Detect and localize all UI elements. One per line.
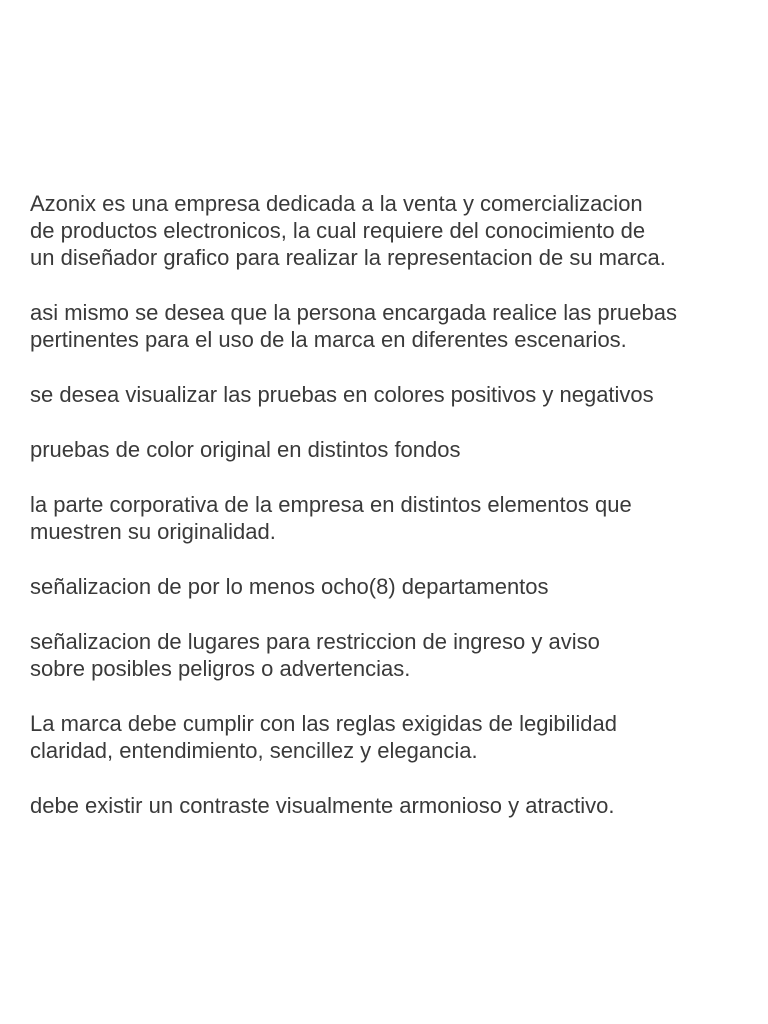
text-line: debe existir un contraste visualmente armonioso y atractivo. <box>30 793 615 818</box>
text-line: pruebas de color original en distintos fondos <box>30 437 461 462</box>
text-line: asi mismo se desea que la persona encargada realice las pruebas <box>30 300 677 325</box>
text-line: pertinentes para el uso de la marca en diferentes escenarios. <box>30 327 627 352</box>
paragraph-tests <box>30 299 760 353</box>
paragraph-rules <box>30 710 760 764</box>
text-line: Azonix es una empresa dedicada a la venta y comercializacion <box>30 191 643 216</box>
text-line: sobre posibles peligros o advertencias. <box>30 656 411 681</box>
text-line: señalizacion de lugares para restriccion de ingreso y aviso <box>30 629 600 654</box>
text-line: de productos electronicos, la cual requiere del conocimiento de <box>30 218 646 243</box>
text-line: La marca debe cumplir con las reglas exigidas de legibilidad <box>30 711 617 736</box>
text-line: un diseñador grafico para realizar la representacion de su marca. <box>30 245 666 270</box>
paragraph-restrictions <box>30 628 760 682</box>
paragraph-contrast <box>30 792 760 819</box>
text-line: la parte corporativa de la empresa en distintos elementos que <box>30 492 632 517</box>
text-line: señalizacion de por lo menos ocho(8) departamentos <box>30 574 549 599</box>
paragraph-corporate <box>30 491 760 545</box>
paragraph-colors <box>30 381 760 408</box>
paragraph-intro <box>30 190 760 271</box>
document-body <box>30 190 760 847</box>
text-line: muestren su originalidad. <box>30 519 276 544</box>
paragraph-departments <box>30 573 760 600</box>
paragraph-backgrounds <box>30 436 760 463</box>
text-line: se desea visualizar las pruebas en colores positivos y negativos <box>30 382 654 407</box>
text-line: claridad, entendimiento, sencillez y elegancia. <box>30 738 478 763</box>
